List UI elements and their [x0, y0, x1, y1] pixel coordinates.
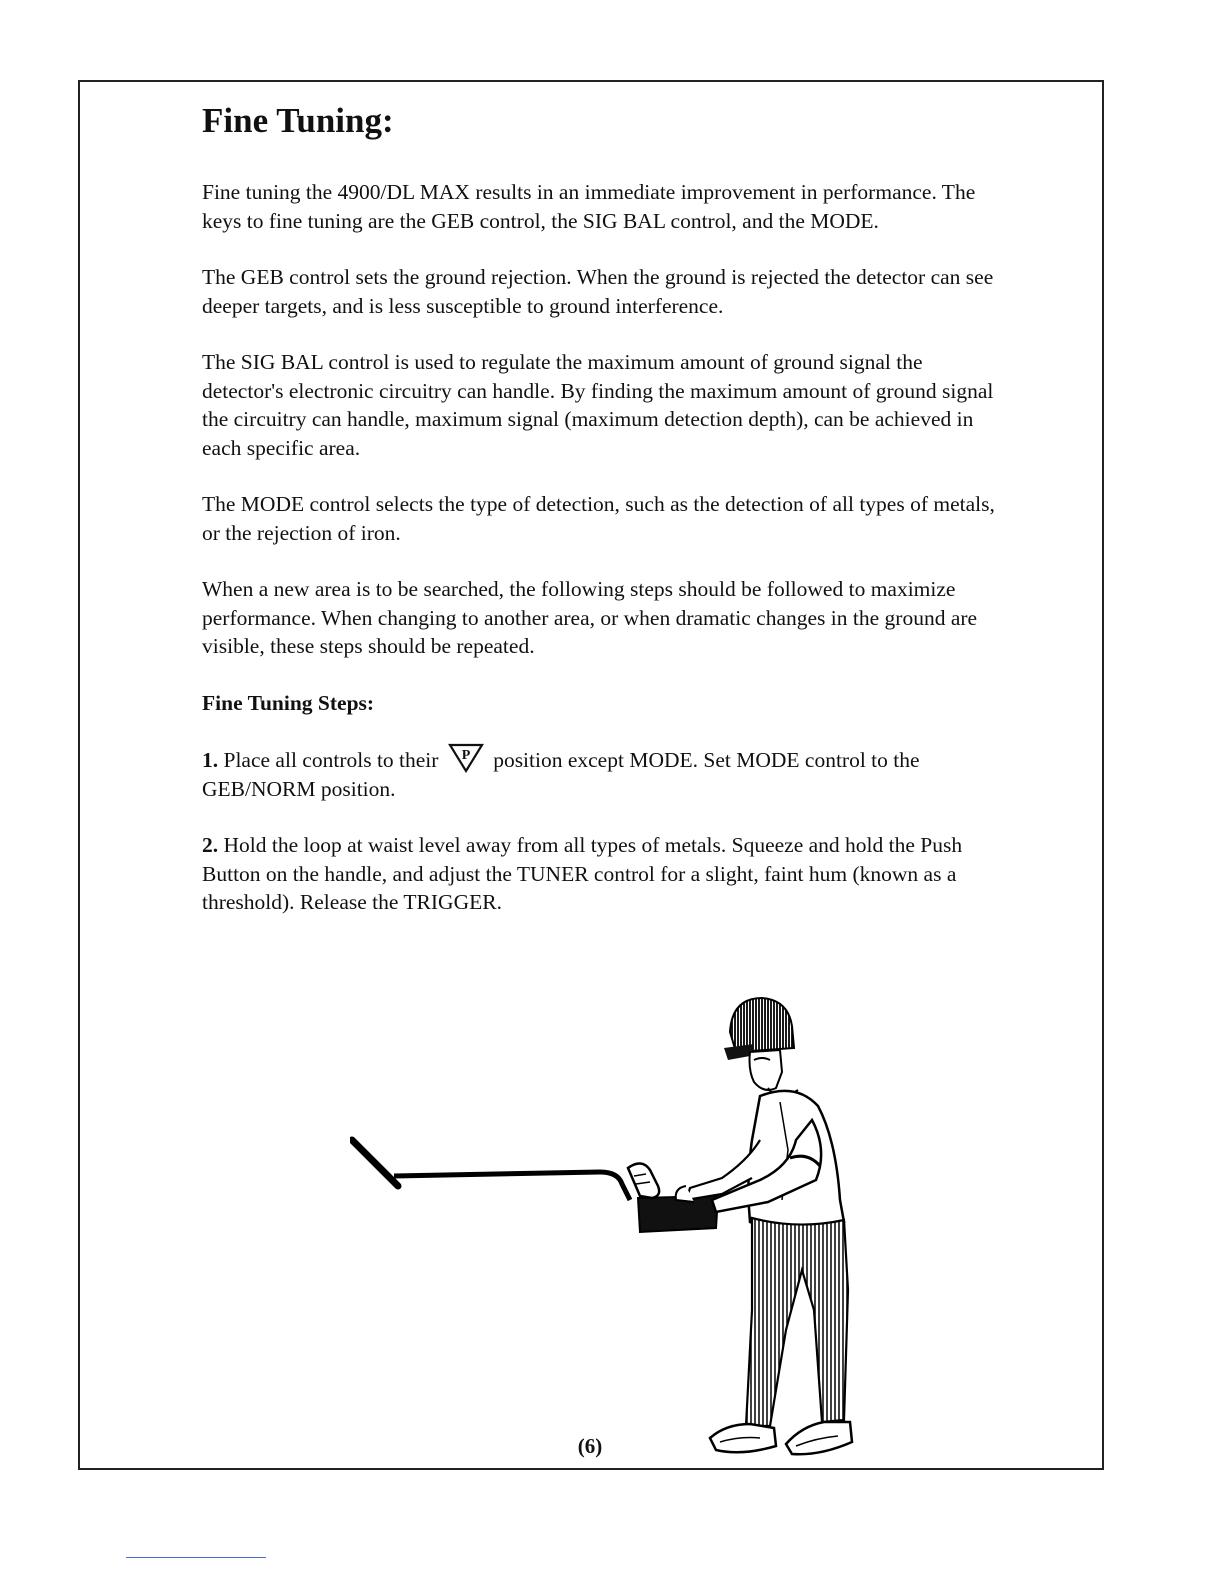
- page-number: (6): [577, 1434, 603, 1458]
- step-2-text: Hold the loop at waist level away from all types of metals. Squeeze and hold the Push Button on the handle, and adjust the TUNER control for a slight, faint hum (known as a threshold). Release the TRIGGER.: [202, 833, 963, 914]
- face: [750, 1050, 783, 1090]
- right-shoe: [786, 1422, 852, 1454]
- intro-paragraph: Fine tuning the 4900/DL MAX results in an immediate improvement in performance. The keys to fine tuning are the GEB control, the SIG BAL control, and the MODE.: [202, 180, 976, 233]
- step-1: [202, 743, 1002, 803]
- footnote-rule: [126, 1557, 266, 1558]
- page-title: Fine Tuning:: [202, 101, 394, 140]
- mode-paragraph: The MODE control selects the type of detection, such as the detection of all types of metals, or the rejection of iron.: [202, 492, 995, 545]
- preset-symbol-letter: P: [461, 748, 471, 763]
- step-1-text-after: position except MODE. Set MODE control to the GEB/NORM position.: [202, 748, 920, 801]
- new-area-paragraph: When a new area is to be searched, the following steps should be followed to maximize performance. When changing to another area, or when dramatic changes in the ground are visible, these steps should be repeated.: [202, 577, 978, 658]
- preset-triangle-icon: [448, 743, 484, 773]
- step-2-number: 2.: [202, 833, 219, 857]
- steps-heading: Fine Tuning Steps:: [202, 690, 375, 715]
- cap: [730, 998, 794, 1052]
- detector-handle-hand: [628, 1163, 659, 1198]
- control-box: [638, 1196, 718, 1232]
- sig-bal-paragraph: The SIG BAL control is used to regulate the maximum amount of ground signal the detector's electronic circuitry can handle. By finding the maximum amount of ground signal the circuitry can handle, maximum signal (maximum detection depth), can be achieved in each specific area.: [202, 350, 994, 460]
- person-holding-metal-detector-illustration: [350, 990, 870, 1470]
- step-1-number: 1.: [202, 748, 219, 772]
- search-coil: [352, 1140, 398, 1186]
- step-2: [202, 831, 1002, 917]
- page-content: [202, 100, 1002, 945]
- geb-paragraph: The GEB control sets the ground rejection. When the ground is rejected the detector can see deeper targets, and is less susceptible to ground interference.: [202, 265, 994, 318]
- pants: [746, 1218, 848, 1426]
- detector-shaft: [394, 1172, 630, 1200]
- step-1-text-before: Place all controls to their: [223, 748, 439, 772]
